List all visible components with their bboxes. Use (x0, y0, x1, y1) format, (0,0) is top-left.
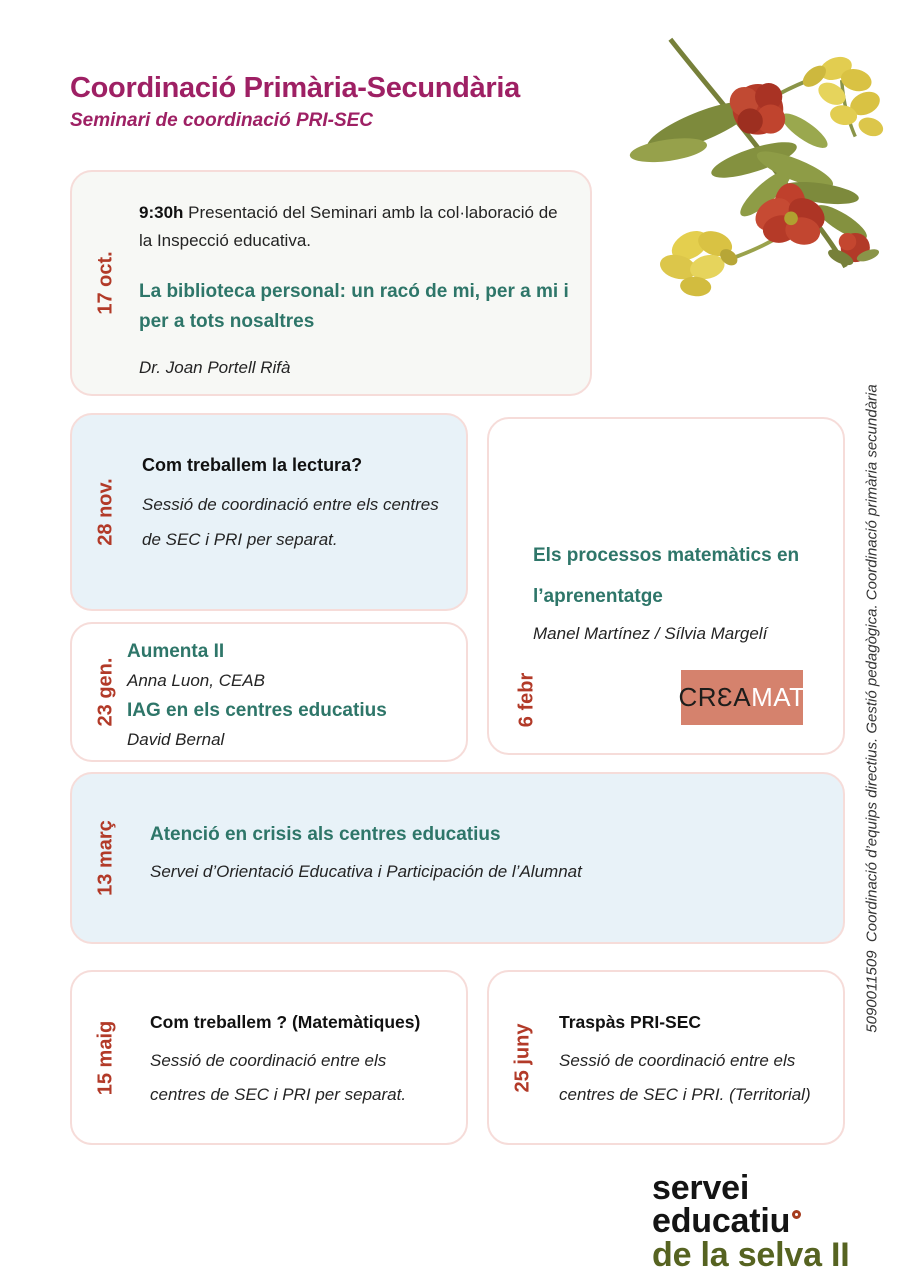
event-content (489, 972, 843, 1112)
servei-educatiu-logo (652, 1169, 850, 1274)
event-date: 6 febr (515, 672, 538, 727)
event-content (72, 172, 590, 378)
footer-logo-line2: educatiu (652, 1202, 791, 1241)
event-speaker: Manel Martínez / Sílvia Margelí (533, 623, 768, 643)
event-card-25-juny (487, 970, 845, 1145)
event-heading: Com treballem la lectura? (142, 455, 363, 475)
event-heading: Els processos matemàtics en l’aprenentatge (533, 545, 800, 608)
event-heading: IAG en els centres educatius (127, 700, 387, 721)
event-card-6-febr (487, 417, 845, 755)
event-speaker: Dr. Joan Portell Rifà (139, 357, 291, 377)
event-intro-text: Presentació del Seminari amb la col·laboració de la Inspecció educativa. (139, 203, 558, 250)
event-description: Sessió de coordinació entre els centres de SEC i PRI per separat. (142, 495, 439, 549)
event-content (72, 774, 843, 882)
footer-logo-line2-wrap (652, 1202, 850, 1241)
event-content (72, 972, 466, 1112)
creamat-logo-dark-text: CRƐA (678, 682, 752, 712)
event-intro (139, 199, 572, 254)
event-date: 15 maig (94, 1020, 117, 1095)
event-date: 25 juny (511, 1023, 534, 1092)
event-content (72, 624, 466, 750)
event-heading: La biblioteca personal: un racó de mi, per a mi i per a tots nosaltres (139, 281, 569, 332)
footer-logo-line3: de la selva II (652, 1235, 850, 1274)
event-date: 17 oct. (94, 251, 117, 315)
event-card-17-oct (70, 170, 592, 396)
footer-logo-line1: servei (652, 1169, 750, 1207)
page-subtitle: Seminari de coordinació PRI-SEC (70, 110, 374, 131)
event-time: 9:30h (139, 203, 184, 222)
event-card-23-gen (70, 622, 468, 762)
event-date: 28 nov. (94, 478, 117, 546)
event-heading: Atenció en crisis als centres educatius (150, 824, 501, 845)
event-speaker: Anna Luon, CEAB (127, 671, 265, 690)
event-speaker: Servei d’Orientació Educativa i Participación de l’Alumnat (150, 862, 582, 881)
event-heading: Traspàs PRI-SEC (559, 1012, 701, 1032)
target-dot-icon (792, 1210, 801, 1219)
event-description: Sessió de coordinació entre els centres de SEC i PRI. (Territorial) (559, 1051, 811, 1104)
creamat-logo (678, 670, 806, 725)
event-card-15-maig (70, 970, 468, 1145)
creamat-logo-light-text: MAT (751, 682, 806, 712)
event-date: 13 març (94, 820, 117, 896)
event-heading: Com treballem ? (Matemàtiques) (150, 1012, 421, 1032)
event-heading: Aumenta II (127, 641, 225, 662)
side-code-text: 5090011509 Coordinació d’equips directius. Gestió pedagògica. Coordinació primària secundària (863, 384, 881, 1033)
event-date: 23 gen. (94, 657, 117, 727)
event-content (72, 415, 466, 558)
page-title: Coordinació Primària-Secundària (70, 72, 520, 104)
event-content (489, 419, 843, 644)
event-card-13-marc (70, 772, 845, 944)
event-card-28-nov (70, 413, 468, 611)
flower-illustration (610, 12, 902, 304)
event-speaker: David Bernal (127, 730, 225, 749)
event-description: Sessió de coordinació entre els centres de SEC i PRI per separat. (150, 1051, 407, 1104)
